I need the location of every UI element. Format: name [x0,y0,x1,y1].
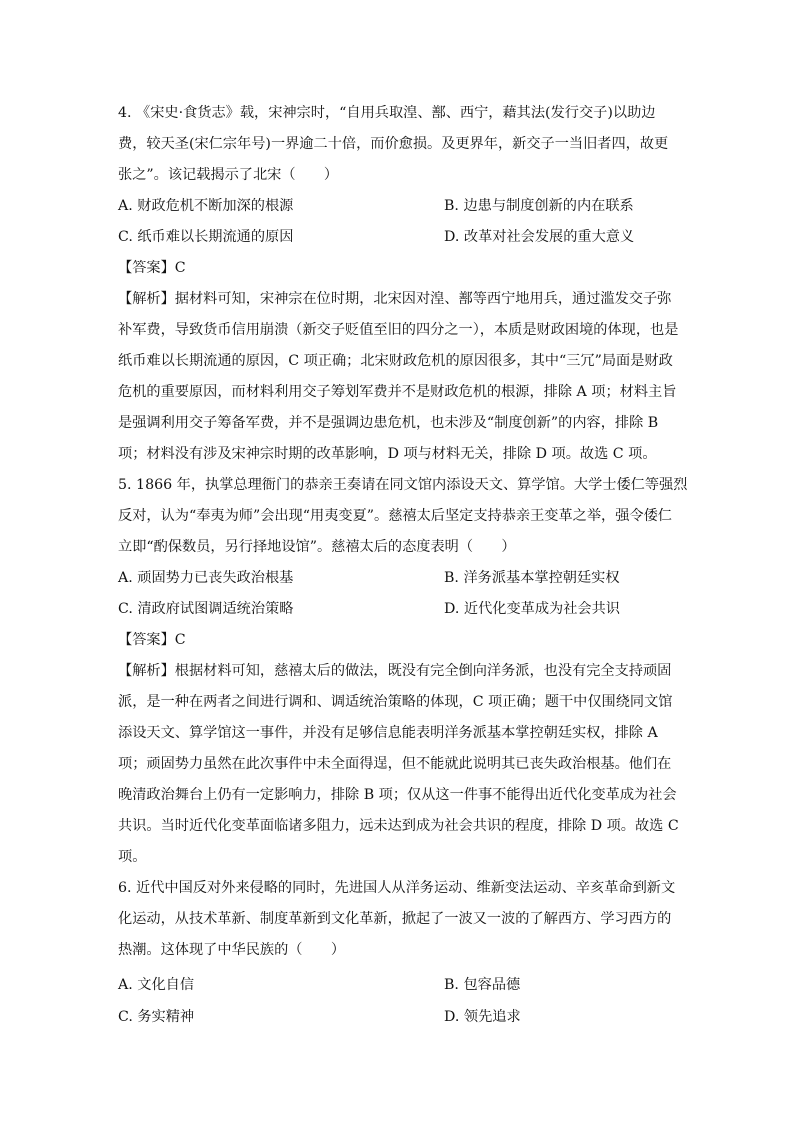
question-4-option-b: B. 边患与制度创新的内在联系 [444,198,634,214]
question-4-analysis-line-4: 危机的重要原因，而材料利用交子筹划军费并不是财政危机的根源，排除 A 项；材料主旨 [118,384,677,400]
question-5-analysis-line-4: 项；顽固势力虽然在此次事件中未全面得逞，但不能就此说明其已丧失政治根基。他们在 [118,756,672,772]
question-5-answer: 【答案】C [118,632,186,648]
question-4-analysis-line-2: 补军费，导致货币信用崩溃（新交子贬值至旧的四分之一），本质是财政困境的体现，也是 [118,322,679,338]
question-4-option-d: D. 改革对社会发展的重大意义 [444,229,635,245]
question-4-analysis-line-5: 是强调利用交子筹备军费，并不是强调边患危机，也未涉及“制度创新”的内容，排除 B [118,415,659,431]
question-4-analysis-line-1: 【解析】据材料可知，宋神宗在位时期，北宋因对湟、鄯等西宁地用兵，通过滥发交子弥 [118,291,672,307]
question-5-analysis-line-6: 共识。当时近代化变革面临诸多阻力，远未达到成为社会共识的程度，排除 D 项。故选 C [118,818,679,834]
question-4-stem-line-1: 4. 《宋史·食货志》载，宋神宗时，“自用兵取湟、鄯、西宁，藉其法(发行交子)以助边 [118,105,656,121]
question-5-stem-line-1: 5. 1866 年，执掌总理衙门的恭亲王奏请在同文馆内添设天文、算学馆。大学士倭仁等强烈 [118,477,688,493]
question-5-stem-line-2: 反对，认为“奉夷为师”会出现“用夷变夏”。慈禧太后坚定支持恭亲王变革之举，强令倭仁 [118,508,672,524]
question-5-option-d: D. 近代化变革成为社会共识 [444,601,620,617]
question-4-option-a: A. 财政危机不断加深的根源 [118,198,294,214]
question-4-analysis-line-6: 项；材料没有涉及宋神宗时期的改革影响，D 项与材料无关，排除 D 项。故选 C 项。 [118,446,657,462]
question-5-stem-line-3: 立即“酌保数员，另行择地设馆”。慈禧太后的态度表明（ ） [118,539,516,555]
question-4-answer: 【答案】C [118,260,186,276]
question-5-analysis-line-2: 派，是一种在两者之间进行调和、调适统治策略的体现，C 项正确；题干中仅围绕同文馆 [118,694,673,710]
question-4-stem-line-3: 张之”。该记载揭示了北宋（ ） [118,167,339,183]
question-5-analysis-line-7: 项。 [118,849,147,865]
question-5-analysis-line-1: 【解析】根据材料可知，慈禧太后的做法，既没有完全倒向洋务派，也没有完全支持顽固 [118,663,672,679]
question-5-option-c: C. 清政府试图调适统治策略 [118,601,294,617]
question-4-stem-line-2: 费，较天圣(宋仁宗年号)一界逾二十倍，而价愈损。及更界年，新交子一当旧者四，故更 [118,136,669,152]
question-4-option-c: C. 纸币难以长期流通的原因 [118,229,294,245]
question-6-stem-line-1: 6. 近代中国反对外来侵略的同时，先进国人从洋务运动、维新变法运动、辛亥革命到新文 [118,880,676,896]
question-6-stem-line-2: 化运动，从技术革新、制度革新到文化革新，掀起了一波又一波的了解西方、学习西方的 [118,911,672,927]
question-6-option-d: D. 领先追求 [444,1009,521,1025]
question-6-option-c: C. 务实精神 [118,1009,195,1025]
question-5-option-a: A. 顽固势力已丧失政治根基 [118,570,294,586]
question-6-stem-line-3: 热潮。这体现了中华民族的（ ） [118,942,346,958]
question-5-analysis-line-5: 晚清政治舞台上仍有一定影响力，排除 B 项；仅从这一件事不能得出近代化变革成为社会 [118,787,677,803]
question-6-option-b: B. 包容品德 [444,977,521,993]
question-5-analysis-line-3: 添设天文、算学馆这一事件，并没有足够信息能表明洋务派基本掌控朝廷实权，排除 A [118,725,658,741]
question-5-option-b: B. 洋务派基本掌控朝廷实权 [444,570,620,586]
question-6-option-a: A. 文化自信 [118,977,195,993]
question-4-analysis-line-3: 纸币难以长期流通的原因，C 项正确；北宋财政危机的原因很多，其中“三冗”局面是财政 [118,353,673,369]
